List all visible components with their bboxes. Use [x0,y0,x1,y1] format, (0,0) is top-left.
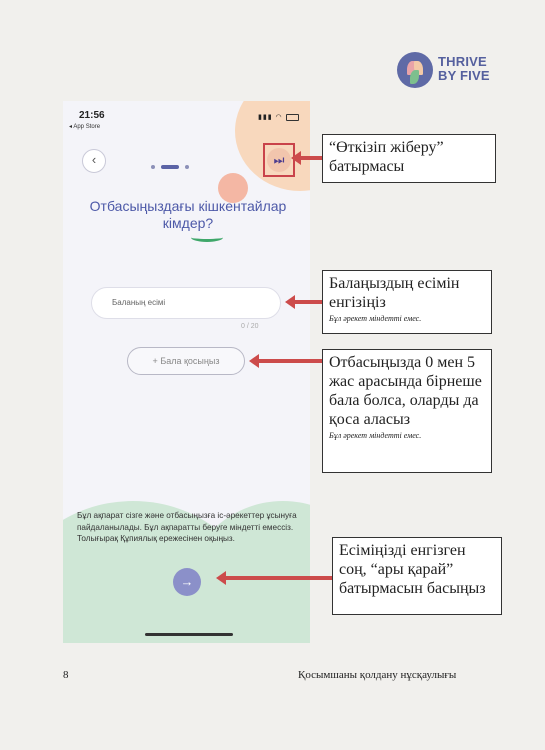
callout-skip-text: “Өткізіп жіберу” батырмасы [329,139,444,175]
brand-line-2: BY FIVE [438,68,490,83]
step-dot [185,165,189,169]
home-indicator [145,633,233,636]
child-name-input[interactable]: Баланың есімі [91,287,281,319]
step-dot-active [161,165,179,169]
callout-name-note: Бұл әрекет міндетті емес. [329,314,422,323]
brand-logo [397,50,497,96]
privacy-link[interactable]: Толығырақ Құпиялық ережесінен оқыңыз. [77,534,235,544]
arrow-name [294,300,322,304]
step-dot [151,165,155,169]
callout-add-text: Отбасыңызда 0 мен 5 жас арасында бірнеше бала болса, оларды да қоса аласыз [329,354,482,428]
step-indicator [151,158,195,176]
info-text: Бұл ақпарат сізге және отбасыңызға іс-әрекеттер ұсынуға пайдаланылады. Бұл ақпаратты беруге міндетті емессіз. [77,511,297,532]
brand-line-1: THRIVE [438,54,487,69]
callout-name [322,270,492,334]
callout-next [332,537,502,615]
wifi-icon: ◠ [275,114,283,121]
plus-icon: + [152,356,158,366]
add-child-button[interactable] [127,347,245,375]
arrow-add [258,359,322,363]
status-icons [258,113,299,121]
arrow-next [225,576,332,580]
skip-forward-icon: ⏭ [273,153,285,167]
callout-add [322,349,492,473]
callout-name-text: Балаңыздың есімін енгізіңіз [329,275,460,311]
signal-icon: ▮▮▮ [258,114,273,121]
back-button[interactable] [82,149,106,173]
callout-next-text: Есіміңізді енгізген соң, “ары қарай” батырмасын басыңыз [339,542,486,597]
info-text-block [77,510,303,545]
next-button[interactable] [173,568,201,596]
status-time: 21:56 [79,110,105,121]
footer-title: Қосымшаны қолдану нұсқаулығы [298,669,457,681]
arrow-right-icon: → [180,574,194,589]
battery-icon [286,114,299,121]
page-question: Отбасыңыздағы кішкентайлар кімдер? [89,198,287,231]
callout-skip [322,134,496,183]
chevron-left-icon: ‹ [91,152,97,167]
status-back-link[interactable]: ◂ App Store [69,124,101,130]
page-number: 8 [63,669,69,681]
char-counter: 0 / 20 [241,323,259,330]
decor-underline [191,233,223,242]
callout-add-note: Бұл әрекет міндетті емес. [329,431,422,440]
add-child-label: Бала қосыңыз [160,356,220,366]
app-screenshot [63,101,310,643]
logo-mark-icon [397,52,433,88]
arrow-skip [300,156,322,160]
